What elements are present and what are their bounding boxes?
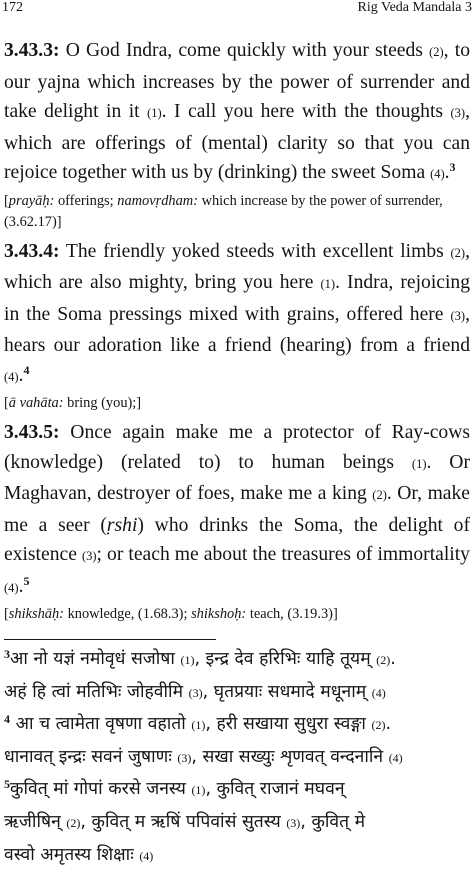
phrase-number: (1) bbox=[147, 106, 162, 120]
footnote-marker: 3 bbox=[4, 647, 10, 661]
phrase-number: (1) bbox=[411, 456, 427, 471]
text-run: , घृतप्रयाः सधमादे मधूनाम् bbox=[202, 681, 372, 702]
text-run: , इन्द्र देव हरिभिः याहि तूयम् bbox=[194, 649, 377, 669]
phrase-number: (2) bbox=[371, 718, 386, 733]
verse-paragraph bbox=[4, 418, 470, 603]
footnote-marker: 5 bbox=[23, 573, 30, 588]
footnote-line bbox=[4, 742, 470, 775]
text-run: . bbox=[385, 714, 392, 735]
text-run: , which are offerings of (mental) clarity so that you can rejoice together with us by (drinking) the sweet Soma bbox=[4, 101, 470, 183]
text-run: . bbox=[18, 575, 24, 597]
text-run: , which are also mighty, bring you here bbox=[4, 240, 470, 293]
text-run: which increase by the power of surrender, (3.62.17)] bbox=[4, 192, 443, 230]
footnote-marker: 4 bbox=[23, 362, 30, 377]
text-run: [ bbox=[4, 192, 9, 209]
text-run: , कुवित् म ऋषिं पपिवांसं सुतस्य bbox=[80, 811, 287, 832]
text-run: अहं हि त्वां मतिभिः जोहवीमि bbox=[4, 681, 189, 702]
verse-id: 3.43.3: bbox=[4, 40, 60, 61]
footnote-marker: 3 bbox=[449, 160, 456, 174]
page-number: 172 bbox=[2, 0, 23, 15]
text-run: [ bbox=[4, 606, 9, 622]
text-run: , to our yajna which increases by the power of surrender and take delight in it bbox=[4, 40, 470, 122]
term: prayāḥ: bbox=[8, 192, 55, 209]
verse-id: 3.43.4: bbox=[4, 240, 60, 262]
verse-paragraph bbox=[4, 237, 470, 393]
term: shikshāḥ: bbox=[8, 606, 64, 622]
phrase-number: (2) bbox=[429, 45, 444, 59]
phrase-number: (2) bbox=[372, 488, 387, 502]
phrase-number: (3) bbox=[286, 815, 301, 830]
text-run: knowledge, (1.68.3); bbox=[63, 606, 192, 622]
text-run: ऋजीषिन् bbox=[4, 811, 67, 832]
verse-note bbox=[4, 393, 470, 414]
text-run: , कुवित् मे bbox=[300, 811, 366, 832]
verse-id: 3.43.5: bbox=[4, 422, 60, 443]
phrase-number: (4) bbox=[139, 848, 154, 863]
text-run: . bbox=[18, 364, 24, 386]
text-run: , hears our adoration like a friend (hearing) from a friend bbox=[4, 303, 470, 356]
running-title: Rig Veda Mandala 3 bbox=[357, 0, 472, 15]
text-run: , सखा सख्युः शृणवत् वन्दनानि bbox=[191, 746, 389, 767]
text-run: ) who drinks the Soma, the delight of existence bbox=[4, 514, 470, 565]
text-run: . Or, make me a seer ( bbox=[4, 483, 470, 536]
phrase-number: (4) bbox=[371, 685, 386, 700]
text-run: O God Indra, come quickly with your steeds bbox=[59, 40, 430, 61]
text-run: . I call you here with the thoughts bbox=[161, 101, 451, 122]
footnote-line bbox=[4, 644, 470, 677]
text-run: धानावत् इन्द्रः सवनं जुषाणः bbox=[4, 746, 178, 767]
verse-note bbox=[4, 191, 470, 233]
text-run: . Indra, rejoicing in the Soma pressings mixed with grains, offered here bbox=[4, 272, 471, 325]
verse-list bbox=[4, 36, 470, 625]
footnote-divider bbox=[4, 639, 216, 640]
text-run: , हरी सखाया सुधुरा स्वङ्गा bbox=[205, 714, 372, 735]
verse-note bbox=[4, 604, 470, 625]
text-run: The friendly yoked steeds with excellent limbs bbox=[59, 240, 451, 262]
footnote-marker: 4 bbox=[4, 712, 10, 727]
term: namovṛdham: bbox=[117, 192, 198, 209]
term: shikshoḥ: bbox=[191, 606, 247, 622]
phrase-number: (2) bbox=[376, 653, 391, 667]
footnote-line bbox=[4, 774, 470, 807]
text-run: offerings; bbox=[54, 192, 118, 209]
phrase-number: (4) bbox=[4, 580, 19, 595]
text-run: Once again make me a protector of Ray-cows (knowledge) (related to) to human beings bbox=[4, 422, 470, 473]
phrase-number: (1) bbox=[191, 783, 206, 798]
page-header bbox=[0, 0, 474, 20]
text-run: आ च त्वामेता वृषणा वहातो bbox=[10, 714, 192, 735]
footnote-line bbox=[4, 677, 470, 710]
phrase-number: (2) bbox=[450, 245, 466, 260]
text-run: आ नो यज्ञं नमोवृधं सजोषा bbox=[10, 649, 181, 669]
sanskrit-footnotes bbox=[4, 644, 470, 872]
text-run: teach, (3.19.3)] bbox=[246, 606, 338, 622]
phrase-number: (4) bbox=[388, 750, 403, 765]
footnote-line bbox=[4, 840, 470, 872]
phrase-number: (3) bbox=[177, 750, 192, 765]
page-body bbox=[4, 36, 470, 872]
footnote-marker: 5 bbox=[4, 777, 10, 792]
phrase-number: (3) bbox=[81, 549, 97, 563]
text-run: . bbox=[390, 649, 396, 669]
phrase-number: (3) bbox=[188, 685, 203, 700]
text-run: ; or teach me about the treasures of immortality bbox=[96, 544, 470, 565]
phrase-number: (3) bbox=[450, 308, 466, 323]
text-run: वस्वो अमृतस्य शिक्षाः bbox=[4, 844, 140, 865]
footnote-line bbox=[4, 709, 470, 742]
phrase-number: (1) bbox=[320, 277, 336, 291]
phrase-number: (1) bbox=[191, 718, 206, 733]
footnote-line bbox=[4, 807, 470, 840]
text-run: कुवित् मां गोपां करसे जनस्य bbox=[10, 779, 192, 800]
term: ā vahāta: bbox=[8, 395, 64, 411]
phrase-number: (4) bbox=[4, 369, 19, 384]
italic-word: ṛshi bbox=[106, 514, 138, 536]
text-run: . bbox=[444, 162, 450, 183]
phrase-number: (3) bbox=[450, 106, 466, 120]
text-run: bring (you);] bbox=[63, 395, 142, 411]
phrase-number: (1) bbox=[180, 653, 195, 667]
text-run: . Or Maghavan, destroyer of foes, make me a king bbox=[4, 451, 470, 504]
phrase-number: (2) bbox=[66, 815, 81, 830]
phrase-number: (4) bbox=[430, 167, 445, 181]
text-run: [ bbox=[4, 395, 9, 411]
verse-paragraph bbox=[4, 36, 470, 190]
text-run: , कुवित् राजानं मघवन् bbox=[205, 779, 345, 800]
